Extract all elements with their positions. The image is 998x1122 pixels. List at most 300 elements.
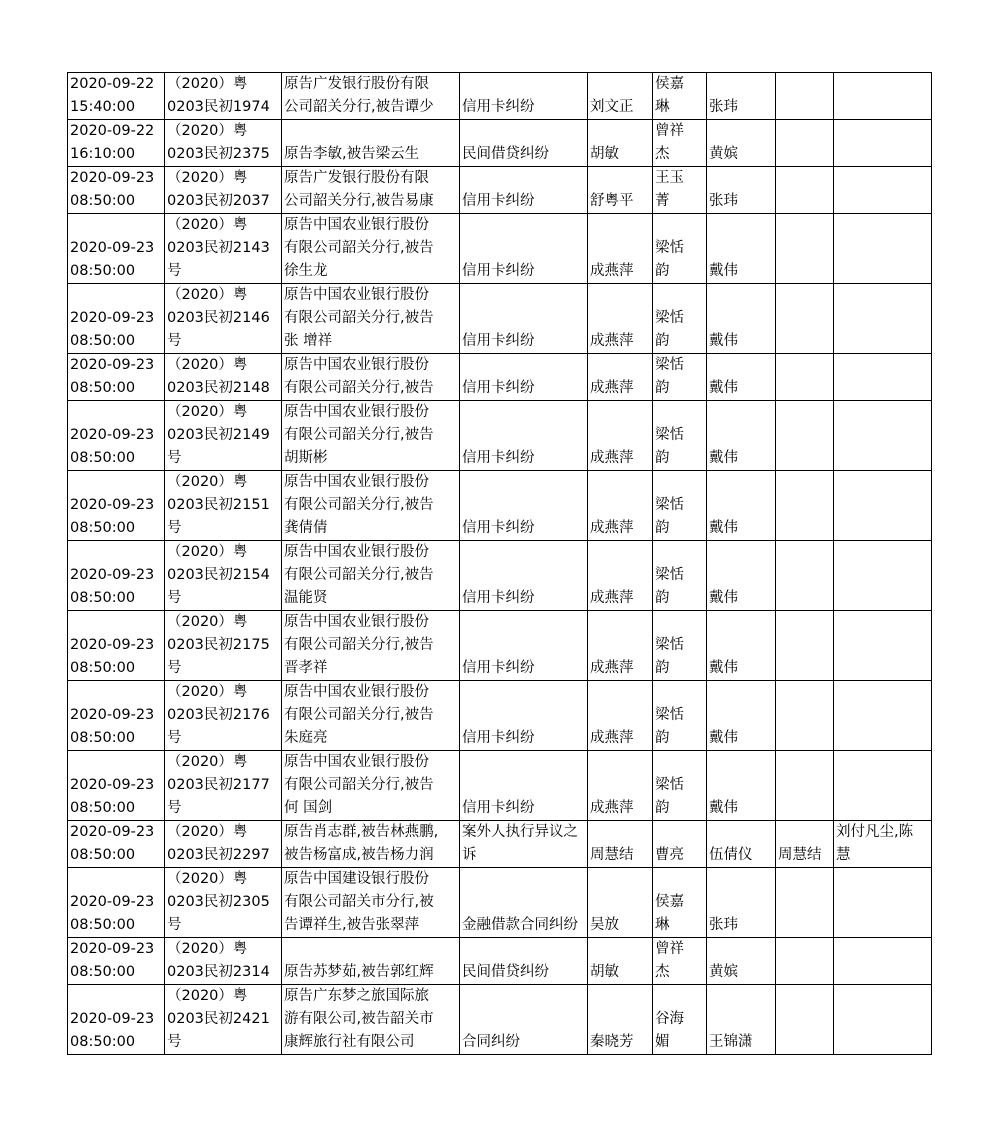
clerk-cell-line: 琳	[655, 917, 670, 933]
hearing-datetime-cell-line: 2020-09-23	[70, 310, 155, 326]
parties-cell-line: 有限公司韶关分行,被告	[284, 497, 434, 513]
case-number-cell-line: 号	[167, 660, 182, 676]
hearing-datetime-cell-line: 08:50:00	[70, 193, 136, 209]
hearing-datetime-cell-line: 2020-09-23	[70, 357, 155, 373]
case-number-cell-line: 号	[167, 730, 182, 746]
hearing-datetime-cell	[68, 821, 165, 868]
case-number-cell-line: （2020）粤	[167, 287, 248, 303]
extra-cell-9-line: 周慧结	[778, 847, 822, 863]
clerk-cell-line: 媚	[655, 1034, 670, 1050]
parties-cell-line: 何 国剑	[284, 800, 333, 816]
secretary-cell-line: 戴伟	[709, 380, 738, 396]
parties-cell	[282, 868, 460, 938]
judge-cell	[588, 868, 653, 938]
parties-cell-line: 原告苏梦茹,被告郭红辉	[284, 964, 434, 980]
secretary-cell	[707, 868, 776, 938]
clerk-cell-line: 梁恬	[655, 497, 684, 513]
secretary-cell-line: 伍倩仪	[709, 847, 753, 863]
case-number-cell-line: （2020）粤	[167, 614, 248, 630]
clerk-cell-line: 侯嘉	[655, 76, 684, 92]
secretary-cell	[707, 751, 776, 821]
case-number-cell	[165, 401, 282, 471]
clerk-cell-line: 韵	[655, 590, 670, 606]
secretary-cell	[707, 541, 776, 611]
secretary-cell-line: 戴伟	[709, 450, 738, 466]
hearing-datetime-cell-line: 08:50:00	[70, 263, 136, 279]
table-row	[68, 401, 932, 471]
extra-cell-10	[834, 284, 932, 354]
extra-cell-10-line: 刘付凡尘,陈	[836, 824, 914, 840]
cause-cell-line: 合同纠纷	[462, 1034, 520, 1050]
clerk-cell	[653, 354, 707, 401]
secretary-cell	[707, 354, 776, 401]
table-row	[68, 354, 932, 401]
hearing-datetime-cell	[68, 167, 165, 214]
case-number-cell-line: 号	[167, 590, 182, 606]
clerk-cell-line: 梁恬	[655, 427, 684, 443]
case-number-cell-line: 号	[167, 520, 182, 536]
parties-cell	[282, 284, 460, 354]
extra-cell-10	[834, 167, 932, 214]
clerk-cell	[653, 868, 707, 938]
extra-cell-9	[776, 611, 834, 681]
clerk-cell	[653, 985, 707, 1055]
cause-cell-line: 民间借贷纠纷	[462, 146, 549, 162]
case-number-cell-line: （2020）粤	[167, 754, 248, 770]
clerk-cell-line: 梁恬	[655, 310, 684, 326]
clerk-cell-line: 曾祥	[655, 123, 684, 139]
judge-cell-line: 成燕萍	[590, 263, 634, 279]
parties-cell-line: 原告中国农业银行股份	[284, 614, 429, 630]
secretary-cell-line: 黄嫔	[709, 964, 738, 980]
secretary-cell-line: 戴伟	[709, 520, 738, 536]
extra-cell-9	[776, 541, 834, 611]
parties-cell-line: 有限公司韶关分行,被告	[284, 637, 434, 653]
case-number-cell-line: 0203民初2149	[167, 427, 270, 443]
case-number-cell	[165, 821, 282, 868]
hearing-datetime-cell	[68, 611, 165, 681]
case-number-cell-line: （2020）粤	[167, 404, 248, 420]
clerk-cell	[653, 73, 707, 120]
parties-cell-line: 有限公司韶关分行,被告	[284, 707, 434, 723]
parties-cell	[282, 751, 460, 821]
secretary-cell	[707, 167, 776, 214]
case-number-cell-line: 号	[167, 1034, 182, 1050]
parties-cell-line: 晋孝祥	[284, 660, 328, 676]
parties-cell-line: 有限公司韶关分行,被告	[284, 777, 434, 793]
secretary-cell	[707, 73, 776, 120]
hearing-datetime-cell-line: 08:50:00	[70, 1034, 136, 1050]
clerk-cell-line: 梁恬	[655, 777, 684, 793]
case-number-cell-line: 0203民初2375	[167, 146, 270, 162]
case-number-cell-line: 0203民初2037	[167, 193, 270, 209]
cause-cell	[460, 401, 588, 471]
secretary-cell	[707, 985, 776, 1055]
hearing-datetime-cell	[68, 73, 165, 120]
judge-cell-line: 成燕萍	[590, 333, 634, 349]
judge-cell-line: 周慧结	[590, 847, 634, 863]
clerk-cell-line: 杰	[655, 964, 670, 980]
cause-cell-line: 信用卡纠纷	[462, 450, 535, 466]
cause-cell	[460, 985, 588, 1055]
parties-cell	[282, 938, 460, 985]
cause-cell	[460, 214, 588, 284]
hearing-datetime-cell-line: 08:50:00	[70, 380, 136, 396]
parties-cell-line: 原告中国农业银行股份	[284, 684, 429, 700]
extra-cell-9	[776, 681, 834, 751]
case-number-cell-line: （2020）粤	[167, 170, 248, 186]
cause-cell-line: 金融借款合同纠纷	[462, 917, 578, 933]
extra-cell-9	[776, 821, 834, 868]
clerk-cell-line: 谷海	[655, 1011, 684, 1027]
hearing-datetime-cell-line: 16:10:00	[70, 146, 136, 162]
parties-cell	[282, 681, 460, 751]
case-number-cell-line: （2020）粤	[167, 123, 248, 139]
clerk-cell-line: 韵	[655, 263, 670, 279]
case-number-cell-line: 0203民初2143	[167, 240, 270, 256]
parties-cell-line: 有限公司韶关分行,被告	[284, 240, 434, 256]
judge-cell	[588, 167, 653, 214]
secretary-cell-line: 戴伟	[709, 660, 738, 676]
hearing-datetime-cell	[68, 681, 165, 751]
clerk-cell	[653, 214, 707, 284]
hearing-datetime-cell-line: 08:50:00	[70, 660, 136, 676]
parties-cell	[282, 167, 460, 214]
judge-cell-line: 吴放	[590, 917, 619, 933]
clerk-cell	[653, 120, 707, 167]
case-number-cell-line: （2020）粤	[167, 988, 248, 1004]
cause-cell	[460, 541, 588, 611]
case-number-cell-line: 0203民初1974	[167, 99, 270, 115]
clerk-cell-line: 王玉	[655, 170, 684, 186]
clerk-cell-line: 曾祥	[655, 941, 684, 957]
secretary-cell	[707, 681, 776, 751]
secretary-cell-line: 黄嫔	[709, 146, 738, 162]
cause-cell-line: 信用卡纠纷	[462, 263, 535, 279]
hearing-datetime-cell-line: 2020-09-23	[70, 427, 155, 443]
table-row	[68, 284, 932, 354]
secretary-cell-line: 张玮	[709, 99, 738, 115]
parties-cell-line: 有限公司韶关分行,被告	[284, 567, 434, 583]
parties-cell-line: 朱庭亮	[284, 730, 328, 746]
case-number-cell	[165, 868, 282, 938]
judge-cell	[588, 938, 653, 985]
table-row	[68, 214, 932, 284]
case-number-cell-line: 号	[167, 917, 182, 933]
judge-cell-line: 成燕萍	[590, 380, 634, 396]
secretary-cell-line: 戴伟	[709, 590, 738, 606]
parties-cell-line: 被告杨富成,被告杨力润	[284, 847, 434, 863]
clerk-cell-line: 杰	[655, 146, 670, 162]
extra-cell-9	[776, 284, 834, 354]
judge-cell	[588, 681, 653, 751]
judge-cell-line: 成燕萍	[590, 520, 634, 536]
hearing-datetime-cell-line: 2020-09-23	[70, 170, 155, 186]
parties-cell-line: 公司韶关分行,被告谭少	[284, 99, 434, 115]
clerk-cell-line: 韵	[655, 660, 670, 676]
hearing-datetime-cell-line: 2020-09-23	[70, 1011, 155, 1027]
secretary-cell-line: 戴伟	[709, 730, 738, 746]
judge-cell-line: 成燕萍	[590, 450, 634, 466]
hearing-datetime-cell	[68, 354, 165, 401]
parties-cell	[282, 401, 460, 471]
extra-cell-9	[776, 471, 834, 541]
extra-cell-10	[834, 401, 932, 471]
hearing-datetime-cell	[68, 284, 165, 354]
parties-cell	[282, 471, 460, 541]
hearing-datetime-cell	[68, 401, 165, 471]
hearing-datetime-cell-line: 2020-09-22	[70, 123, 155, 139]
extra-cell-9	[776, 120, 834, 167]
parties-cell	[282, 354, 460, 401]
table-row	[68, 611, 932, 681]
secretary-cell-line: 戴伟	[709, 263, 738, 279]
case-number-cell-line: 号	[167, 333, 182, 349]
extra-cell-9	[776, 938, 834, 985]
judge-cell	[588, 611, 653, 681]
case-number-cell-line: 0203民初2176	[167, 707, 270, 723]
case-number-cell	[165, 985, 282, 1055]
judge-cell	[588, 284, 653, 354]
clerk-cell-line: 梁恬	[655, 567, 684, 583]
case-number-cell-line: 号	[167, 263, 182, 279]
table-row	[68, 821, 932, 868]
parties-cell-line: 有限公司韶关分行,被告	[284, 310, 434, 326]
case-number-cell-line: 0203民初2305	[167, 894, 270, 910]
case-number-cell	[165, 354, 282, 401]
case-number-cell-line: 0203民初2148	[167, 380, 270, 396]
hearing-datetime-cell-line: 08:50:00	[70, 333, 136, 349]
secretary-cell	[707, 611, 776, 681]
secretary-cell	[707, 821, 776, 868]
cause-cell-line: 信用卡纠纷	[462, 333, 535, 349]
secretary-cell-line: 张玮	[709, 193, 738, 209]
case-number-cell-line: （2020）粤	[167, 76, 248, 92]
case-number-cell	[165, 471, 282, 541]
hearing-datetime-cell-line: 08:50:00	[70, 520, 136, 536]
judge-cell	[588, 821, 653, 868]
hearing-datetime-cell	[68, 868, 165, 938]
parties-cell-line: 原告肖志群,被告林燕鹏,	[284, 824, 439, 840]
hearing-datetime-cell-line: 08:50:00	[70, 800, 136, 816]
case-number-cell-line: （2020）粤	[167, 684, 248, 700]
case-number-cell-line: （2020）粤	[167, 544, 248, 560]
hearing-datetime-cell-line: 2020-09-23	[70, 777, 155, 793]
hearing-datetime-cell-line: 2020-09-23	[70, 497, 155, 513]
judge-cell	[588, 73, 653, 120]
judge-cell-line: 成燕萍	[590, 590, 634, 606]
parties-cell-line: 原告中国建设银行股份	[284, 871, 429, 887]
hearing-datetime-cell-line: 08:50:00	[70, 917, 136, 933]
case-number-cell-line: （2020）粤	[167, 941, 248, 957]
parties-cell	[282, 73, 460, 120]
secretary-cell-line: 戴伟	[709, 333, 738, 349]
extra-cell-10	[834, 214, 932, 284]
cause-cell	[460, 821, 588, 868]
case-number-cell-line: 0203民初2154	[167, 567, 270, 583]
clerk-cell-line: 韵	[655, 333, 670, 349]
clerk-cell-line: 梁恬	[655, 707, 684, 723]
hearing-datetime-cell-line: 2020-09-23	[70, 240, 155, 256]
secretary-cell-line: 张玮	[709, 917, 738, 933]
hearing-datetime-cell	[68, 985, 165, 1055]
hearing-datetime-cell	[68, 120, 165, 167]
case-number-cell	[165, 73, 282, 120]
table-row	[68, 120, 932, 167]
cause-cell-line: 信用卡纠纷	[462, 99, 535, 115]
cause-cell-line: 信用卡纠纷	[462, 193, 535, 209]
case-number-cell	[165, 938, 282, 985]
clerk-cell-line: 曹亮	[655, 847, 684, 863]
judge-cell	[588, 541, 653, 611]
hearing-datetime-cell	[68, 214, 165, 284]
clerk-cell	[653, 681, 707, 751]
parties-cell-line: 公司韶关分行,被告易康	[284, 193, 434, 209]
case-number-cell	[165, 751, 282, 821]
parties-cell-line: 有限公司韶关市分行,被	[284, 894, 434, 910]
extra-cell-9	[776, 167, 834, 214]
parties-cell-line: 原告广发银行股份有限	[284, 76, 429, 92]
case-number-cell	[165, 120, 282, 167]
extra-cell-9	[776, 73, 834, 120]
hearing-datetime-cell-line: 08:50:00	[70, 730, 136, 746]
secretary-cell	[707, 471, 776, 541]
hearing-datetime-cell-line: 08:50:00	[70, 964, 136, 980]
table-row	[68, 541, 932, 611]
clerk-cell-line: 韵	[655, 800, 670, 816]
parties-cell-line: 胡斯彬	[284, 450, 328, 466]
secretary-cell	[707, 214, 776, 284]
cause-cell	[460, 120, 588, 167]
judge-cell	[588, 471, 653, 541]
parties-cell-line: 原告中国农业银行股份	[284, 404, 429, 420]
table-row	[68, 868, 932, 938]
case-number-cell-line: 0203民初2421	[167, 1011, 270, 1027]
case-number-cell-line: （2020）粤	[167, 474, 248, 490]
clerk-cell	[653, 167, 707, 214]
cause-cell	[460, 938, 588, 985]
case-number-cell-line: 0203民初2151	[167, 497, 270, 513]
extra-cell-10	[834, 751, 932, 821]
parties-cell-line: 原告广发银行股份有限	[284, 170, 429, 186]
hearing-datetime-cell-line: 08:50:00	[70, 590, 136, 606]
case-number-cell	[165, 214, 282, 284]
case-number-cell	[165, 284, 282, 354]
parties-cell	[282, 611, 460, 681]
parties-cell-line: 有限公司韶关分行,被告	[284, 427, 434, 443]
cause-cell	[460, 751, 588, 821]
extra-cell-10-line: 慧	[836, 847, 851, 863]
parties-cell-line: 告谭祥生,被告张翠萍	[284, 917, 420, 933]
clerk-cell-line: 梁恬	[655, 357, 684, 373]
extra-cell-9	[776, 214, 834, 284]
clerk-cell-line: 韵	[655, 380, 670, 396]
judge-cell	[588, 214, 653, 284]
extra-cell-10	[834, 541, 932, 611]
extra-cell-10	[834, 681, 932, 751]
judge-cell	[588, 120, 653, 167]
case-number-cell-line: 号	[167, 450, 182, 466]
hearing-datetime-cell-line: 08:50:00	[70, 847, 136, 863]
parties-cell	[282, 821, 460, 868]
clerk-cell	[653, 611, 707, 681]
judge-cell-line: 胡敏	[590, 146, 619, 162]
clerk-cell	[653, 471, 707, 541]
hearing-datetime-cell-line: 2020-09-22	[70, 76, 155, 92]
clerk-cell-line: 韵	[655, 730, 670, 746]
parties-cell-line: 原告中国农业银行股份	[284, 357, 429, 373]
hearing-datetime-cell	[68, 751, 165, 821]
parties-cell-line: 原告中国农业银行股份	[284, 287, 429, 303]
extra-cell-10	[834, 985, 932, 1055]
case-number-cell-line: （2020）粤	[167, 217, 248, 233]
hearing-datetime-cell-line: 2020-09-23	[70, 567, 155, 583]
table-row	[68, 167, 932, 214]
cause-cell-line: 案外人执行异议之诉	[462, 824, 578, 863]
extra-cell-10	[834, 120, 932, 167]
case-number-cell-line: （2020）粤	[167, 357, 248, 373]
clerk-cell	[653, 938, 707, 985]
extra-cell-9	[776, 868, 834, 938]
secretary-cell	[707, 938, 776, 985]
case-number-cell	[165, 681, 282, 751]
clerk-cell	[653, 284, 707, 354]
cause-cell	[460, 611, 588, 681]
clerk-cell-line: 侯嘉	[655, 894, 684, 910]
judge-cell-line: 秦晓芳	[590, 1034, 634, 1050]
cause-cell	[460, 868, 588, 938]
judge-cell	[588, 354, 653, 401]
hearing-schedule-table	[67, 72, 932, 1055]
extra-cell-9	[776, 354, 834, 401]
judge-cell-line: 成燕萍	[590, 800, 634, 816]
table-row	[68, 73, 932, 120]
judge-cell-line: 胡敏	[590, 964, 619, 980]
case-number-cell-line: 0203民初2177	[167, 777, 270, 793]
parties-cell-line: 有限公司韶关分行,被告	[284, 380, 434, 396]
clerk-cell-line: 韵	[655, 450, 670, 466]
parties-cell-line: 原告中国农业银行股份	[284, 474, 429, 490]
secretary-cell	[707, 401, 776, 471]
secretary-cell-line: 戴伟	[709, 800, 738, 816]
hearing-datetime-cell-line: 2020-09-23	[70, 824, 155, 840]
clerk-cell	[653, 821, 707, 868]
cause-cell-line: 民间借贷纠纷	[462, 964, 549, 980]
judge-cell	[588, 985, 653, 1055]
case-number-cell	[165, 611, 282, 681]
extra-cell-9	[776, 401, 834, 471]
clerk-cell-line: 琳	[655, 99, 670, 115]
parties-cell	[282, 985, 460, 1055]
case-number-cell	[165, 541, 282, 611]
extra-cell-10	[834, 938, 932, 985]
table-row	[68, 471, 932, 541]
parties-cell-line: 原告中国农业银行股份	[284, 754, 429, 770]
parties-cell-line: 游有限公司,被告韶关市	[284, 1011, 434, 1027]
case-number-cell-line: 0203民初2175	[167, 637, 270, 653]
cause-cell-line: 信用卡纠纷	[462, 730, 535, 746]
cause-cell	[460, 284, 588, 354]
parties-cell-line: 原告李敏,被告梁云生	[284, 146, 420, 162]
cause-cell-line: 信用卡纠纷	[462, 520, 535, 536]
parties-cell	[282, 120, 460, 167]
judge-cell-line: 成燕萍	[590, 660, 634, 676]
case-number-cell-line: 0203民初2314	[167, 964, 270, 980]
table-row	[68, 681, 932, 751]
cause-cell	[460, 73, 588, 120]
hearing-datetime-cell	[68, 471, 165, 541]
extra-cell-10	[834, 354, 932, 401]
